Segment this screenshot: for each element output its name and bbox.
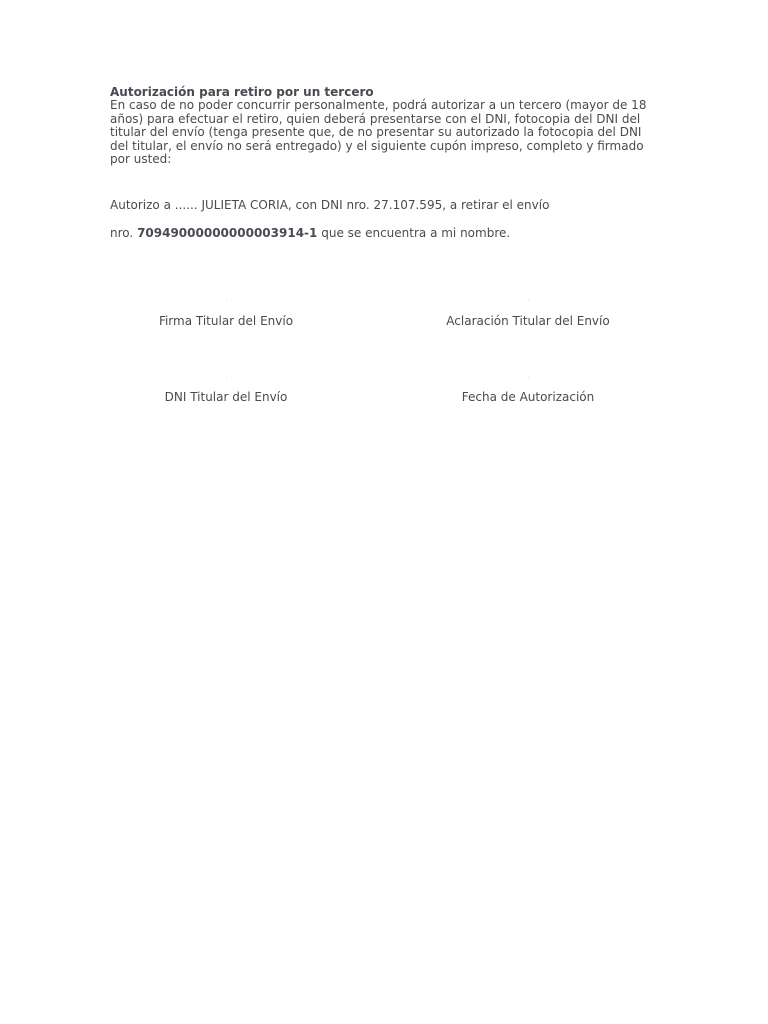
document-header (110, 85, 658, 167)
clarification-line-marker (528, 299, 529, 300)
document-title: Autorización para retiro por un tercero (110, 85, 374, 99)
tracking-line (110, 226, 510, 240)
signature-label: Firma Titular del Envío (158, 314, 294, 328)
clarification-label: Aclaración Titular del Envío (446, 314, 610, 328)
authorization-text: Autorizo a ...... JULIETA CORIA, con DNI nro. 27.107.595, a retirar el envío (110, 198, 550, 212)
tracking-suffix: que se encuentra a mi nombre. (321, 226, 511, 240)
document-intro: En caso de no poder concurrir personalmente, podrá autorizar a un tercero (mayor de 18 años) para efectuar el retiro, quien deberá presentarse con el DNI, fotocopia del DNI del titular del envío (tenga presente que, de no presentar su autorizado la fotocopia del DNI del titular, el envío no será entregado) y el siguiente cupón impreso, completo y firmado por usted: (110, 98, 647, 167)
dni-line-marker (226, 377, 227, 378)
signature-line-marker (226, 299, 227, 300)
date-label: Fecha de Autorización (461, 390, 595, 404)
dni-label: DNI Titular del Envío (164, 390, 288, 404)
tracking-number: 70949000000000003914-1 (137, 226, 318, 240)
date-line-marker (528, 377, 529, 378)
tracking-prefix: nro. (110, 226, 134, 240)
